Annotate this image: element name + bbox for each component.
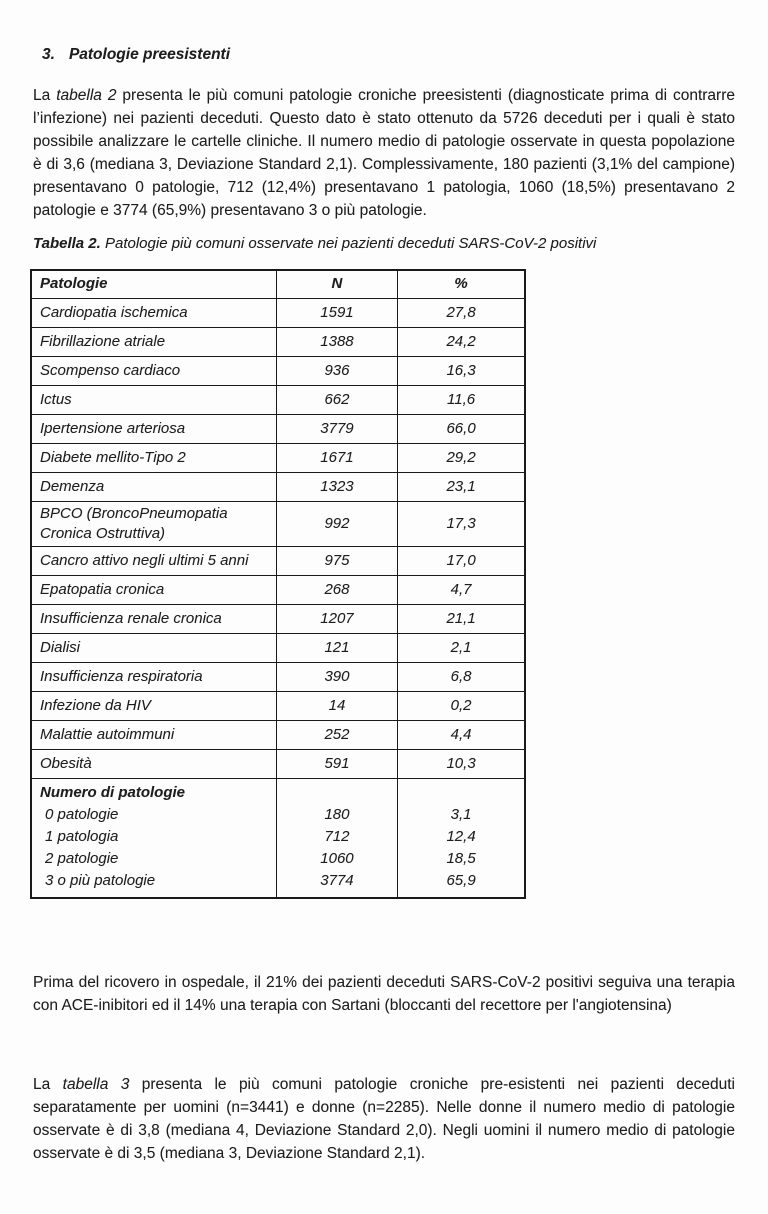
- document-page: [0, 46, 768, 1214]
- summary-pct: 18,5: [446, 849, 476, 867]
- pathology-name: Diabete mellito-Tipo 2: [31, 443, 276, 472]
- pathology-pct: 16,3: [398, 356, 525, 385]
- pathology-n: 252: [276, 720, 397, 749]
- pathology-pct: 21,1: [398, 604, 525, 633]
- pathology-n: 992: [276, 501, 397, 546]
- summary-title: Numero di patologie: [40, 783, 186, 801]
- pathology-name: Insufficienza respiratoria: [31, 662, 276, 691]
- summary-pct: 12,4: [446, 827, 476, 845]
- pathology-pct: 27,8: [398, 298, 525, 327]
- pathology-n: 591: [276, 749, 397, 778]
- table-summary-row: [31, 778, 525, 898]
- summary-labels-cell: [31, 778, 276, 898]
- pathology-n: 1323: [276, 472, 397, 501]
- pathology-name: Cancro attivo negli ultimi 5 anni: [31, 546, 276, 575]
- table-row: [31, 356, 525, 385]
- table-row: [31, 298, 525, 327]
- pathology-n: 1388: [276, 327, 397, 356]
- table-row: [31, 575, 525, 604]
- pathology-pct: 0,2: [398, 691, 525, 720]
- table-row: [31, 633, 525, 662]
- table-caption-label: Tabella 2.: [33, 235, 101, 252]
- pathology-pct: 24,2: [398, 327, 525, 356]
- pathology-name: Ipertensione arteriosa: [31, 414, 276, 443]
- table-caption-text: Patologie più comuni osservate nei pazienti deceduti SARS-CoV-2 positivi: [104, 235, 597, 252]
- pathology-pct: 6,8: [398, 662, 525, 691]
- pathology-n: 662: [276, 385, 397, 414]
- table-header-row: [31, 270, 525, 298]
- section-title: Patologie preesistenti: [68, 46, 231, 63]
- table-row: [31, 604, 525, 633]
- table3-body: presenta le più comuni patologie croniche pre-esistenti nei pazienti deceduti separatamente per uomini (n=3441) e donne (n=2285). Nelle donne il numero medio di patologie osservate è di 3,8 (mediana 4, Deviazione Standard 2,0). Negli uomini il numero medio di patologie osservate è di 3,5 (mediana 3, Deviazione Standard 2,1).: [33, 1075, 736, 1162]
- table-row: [31, 501, 525, 546]
- summary-label: 3 o più patologie: [45, 871, 156, 889]
- table-header-n: N: [276, 270, 397, 298]
- summary-label: 1 patologia: [45, 827, 119, 845]
- summary-pct: 65,9: [446, 871, 476, 889]
- table-row: [31, 691, 525, 720]
- pathology-pct: 66,0: [398, 414, 525, 443]
- pathology-name: Ictus: [31, 385, 276, 414]
- table-row: [31, 385, 525, 414]
- intro-body: presenta le più comuni patologie croniche preesistenti (diagnosticate prima di contrarre l’infezione) nei pazienti deceduti. Questo dato è stato ottenuto da 5726 deceduti per i quali è stato possibile analizzare le cartelle cliniche. Il numero medio di patologie osservate in questa popolazione è di 3,6 (mediana 3, Deviazione Standard 2,1). Complessivamente, 180 pazienti (3,1% del campione) presentavano 0 patologie, 712 (12,4%) presentavano 1 patologia, 1060 (18,5%) presentavano 2 patologie e 3774 (65,9%) presentavano 3 o più patologie.: [33, 87, 736, 219]
- table-row: [31, 720, 525, 749]
- summary-n-cell: [276, 778, 397, 898]
- section-heading: [42, 46, 768, 64]
- summary-n: 1060: [320, 849, 354, 867]
- pathology-pct: 23,1: [398, 472, 525, 501]
- pathology-n: 975: [276, 546, 397, 575]
- table-row: [31, 546, 525, 575]
- summary-n: 3774: [320, 871, 354, 889]
- summary-label: 2 patologie: [45, 849, 119, 867]
- pathology-name: Scompenso cardiaco: [31, 356, 276, 385]
- pathology-n: 268: [276, 575, 397, 604]
- pathology-pct: 2,1: [398, 633, 525, 662]
- pathology-n: 3779: [276, 414, 397, 443]
- pathology-pct: 4,7: [398, 575, 525, 604]
- pathology-n: 1591: [276, 298, 397, 327]
- table3-lead: La: [33, 1075, 51, 1093]
- pathology-name: BPCO (BroncoPneumopatia Cronica Ostruttiva): [31, 501, 276, 546]
- pathology-pct: 4,4: [398, 720, 525, 749]
- table-header-percent: %: [398, 270, 525, 298]
- pathology-n: 121: [276, 633, 397, 662]
- pathology-n: 14: [276, 691, 397, 720]
- summary-n: 180: [324, 805, 350, 823]
- table-caption: [33, 235, 735, 253]
- pathology-name: Dialisi: [31, 633, 276, 662]
- pathology-pct: 29,2: [398, 443, 525, 472]
- pathology-n: 1207: [276, 604, 397, 633]
- pathology-pct: 17,3: [398, 501, 525, 546]
- table-row: [31, 443, 525, 472]
- therapy-paragraph: Prima del ricovero in ospedale, il 21% dei pazienti deceduti SARS-CoV-2 positivi seguiva una terapia con ACE-inibitori ed il 14% una terapia con Sartani (bloccanti del recettore per l'angiotensina): [33, 973, 735, 1014]
- pathologies-table: [30, 269, 526, 899]
- summary-n: 712: [324, 827, 350, 845]
- pathology-pct: 17,0: [398, 546, 525, 575]
- table3-paragraph: [33, 1073, 735, 1165]
- table-row: [31, 414, 525, 443]
- summary-spacer: [285, 782, 389, 804]
- pathology-name: Epatopatia cronica: [31, 575, 276, 604]
- table-row: [31, 472, 525, 501]
- pathology-n: 390: [276, 662, 397, 691]
- table-row: [31, 749, 525, 778]
- pathology-name: Infezione da HIV: [31, 691, 276, 720]
- intro-paragraph: [33, 84, 735, 222]
- table-header-patologie: Patologie: [31, 270, 276, 298]
- summary-spacer: [406, 782, 516, 804]
- pathology-name: Demenza: [31, 472, 276, 501]
- pathology-name: Fibrillazione atriale: [31, 327, 276, 356]
- pathology-n: 936: [276, 356, 397, 385]
- summary-pct: 3,1: [450, 805, 472, 823]
- pathology-pct: 10,3: [398, 749, 525, 778]
- summary-label: 0 patologie: [45, 805, 119, 823]
- table3-reference: tabella 3: [62, 1075, 130, 1093]
- pathology-name: Malattie autoimmuni: [31, 720, 276, 749]
- summary-pct-cell: [398, 778, 525, 898]
- pathology-name: Cardiopatia ischemica: [31, 298, 276, 327]
- intro-lead: La: [33, 87, 51, 104]
- table-row: [31, 327, 525, 356]
- pathology-pct: 11,6: [398, 385, 525, 414]
- table2-reference: tabella 2: [56, 87, 117, 104]
- table-row: [31, 662, 525, 691]
- pathology-n: 1671: [276, 443, 397, 472]
- section-number: 3.: [42, 46, 55, 63]
- pathology-name: Insufficienza renale cronica: [31, 604, 276, 633]
- pathology-name: Obesità: [31, 749, 276, 778]
